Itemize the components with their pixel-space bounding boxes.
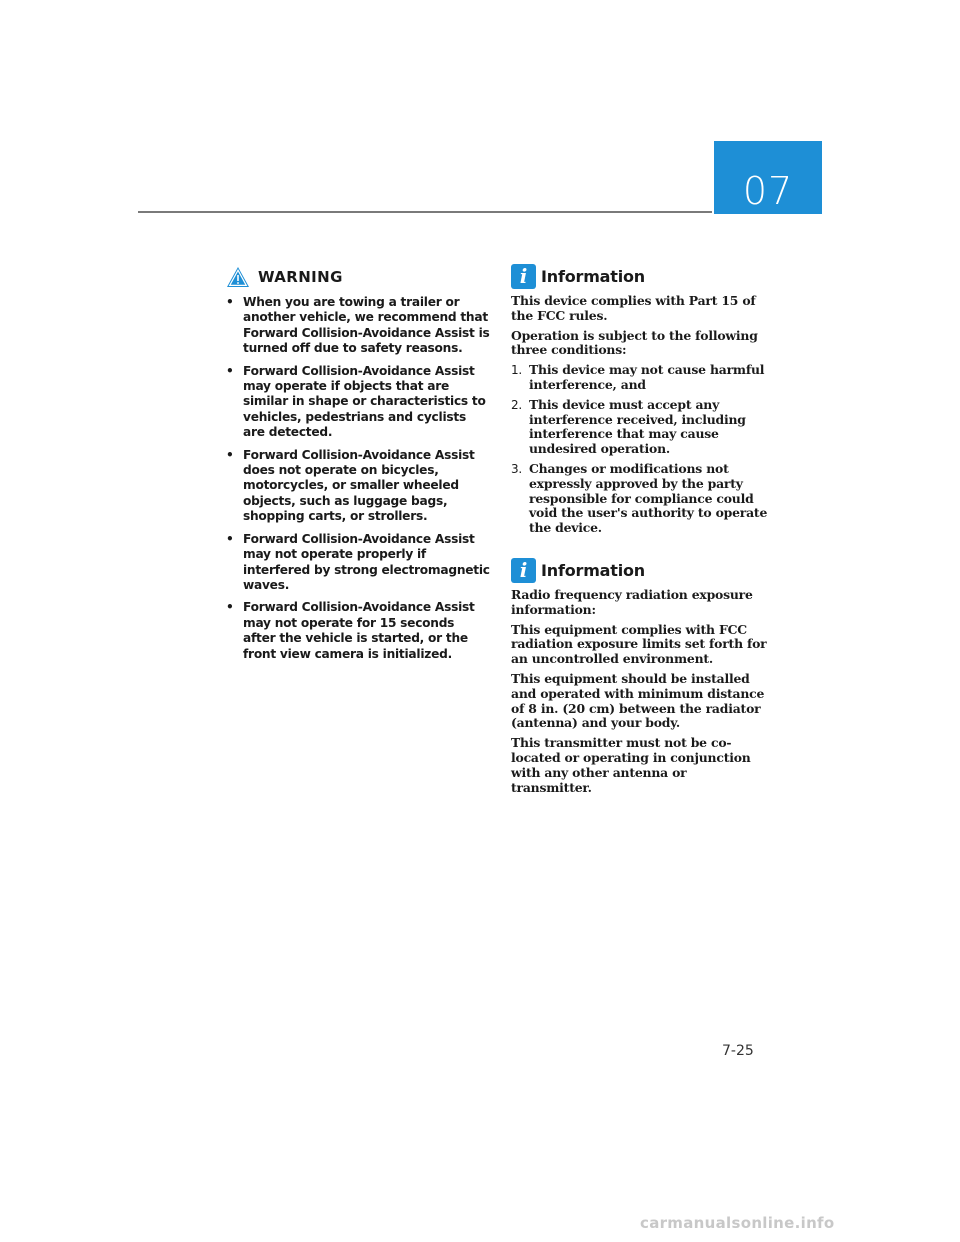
warning-item: • When you are towing a trailer or another vehicle, we recommend that Forward Collision-Avoidance Assist is turned off due to safety reasons. (226, 295, 490, 356)
warning-title: WARNING (258, 268, 343, 286)
bullet-glyph: • (226, 295, 234, 309)
warning-item: • Forward Collision-Avoidance Assist may not operate properly if interfered by strong electromagnetic waves. (226, 531, 490, 592)
information-block-rf (511, 558, 769, 795)
warning-item: • Forward Collision-Avoidance Assist does not operate on bicycles, motorcycles, or smaller wheeled objects, such as luggage bags, shopping carts, or strollers. (226, 447, 475, 524)
bullet-glyph: • (226, 447, 234, 462)
info-icon: i (511, 264, 536, 289)
condition-number: 1. (511, 363, 523, 378)
chapter-tab: 07 (714, 141, 822, 214)
info-icon: i (511, 558, 536, 583)
information-column (511, 264, 769, 795)
info-paragraph: Radio frequency radiation exposure information: (511, 586, 753, 617)
warning-item: • Forward Collision-Avoidance Assist may not operate for 15 seconds after the vehicle is started, or the front view camera is initialized. (226, 600, 475, 661)
condition-number: 3. (511, 461, 523, 476)
warning-list (226, 295, 490, 662)
info-paragraph: Operation is subject to the following three conditions: (511, 327, 758, 358)
header-rule (138, 211, 712, 213)
bullet-glyph: • (226, 363, 234, 378)
condition-number: 2. (511, 397, 523, 412)
info-paragraph: This equipment should be installed and operated with minimum distance of 8 in. (20 cm) between the radiator (antenna) and your body. (511, 670, 765, 731)
page-number: 7-25 (722, 1043, 754, 1059)
condition-item: 1. This device may not cause harmful interference, and (511, 362, 765, 392)
information-title: Information (541, 267, 645, 286)
bullet-glyph: • (226, 600, 234, 615)
information-header (511, 264, 769, 289)
info-paragraph: This transmitter must not be co-located or operating in conjunction with any other antenna or transmitter. (511, 735, 751, 795)
warning-header (226, 266, 490, 288)
information-block-fcc (511, 264, 769, 536)
warning-section (226, 266, 490, 662)
condition-item: 3. Changes or modifications not expressly approved by the party responsible for compliance could void the user's authority to operate the device. (511, 460, 768, 536)
information-title: Information (541, 560, 645, 580)
condition-item: 2. This device must accept any interference received, including interference that may cause undesired operation. (511, 396, 746, 457)
watermark: carmanualsonline.info (640, 1214, 835, 1232)
info-paragraph: This equipment complies with FCC radiation exposure limits set forth for an uncontrolled environment. (511, 621, 767, 667)
information-header (511, 558, 769, 583)
bullet-glyph: • (226, 531, 234, 546)
warning-triangle-icon (226, 266, 250, 288)
conditions-list (511, 363, 769, 536)
info-paragraph: This device complies with Part 15 of the FCC rules. (511, 293, 756, 323)
warning-item: • Forward Collision-Avoidance Assist may operate if objects that are similar in shape or characteristics to vehicles, pedestrians and cyclists are detected. (226, 363, 486, 440)
